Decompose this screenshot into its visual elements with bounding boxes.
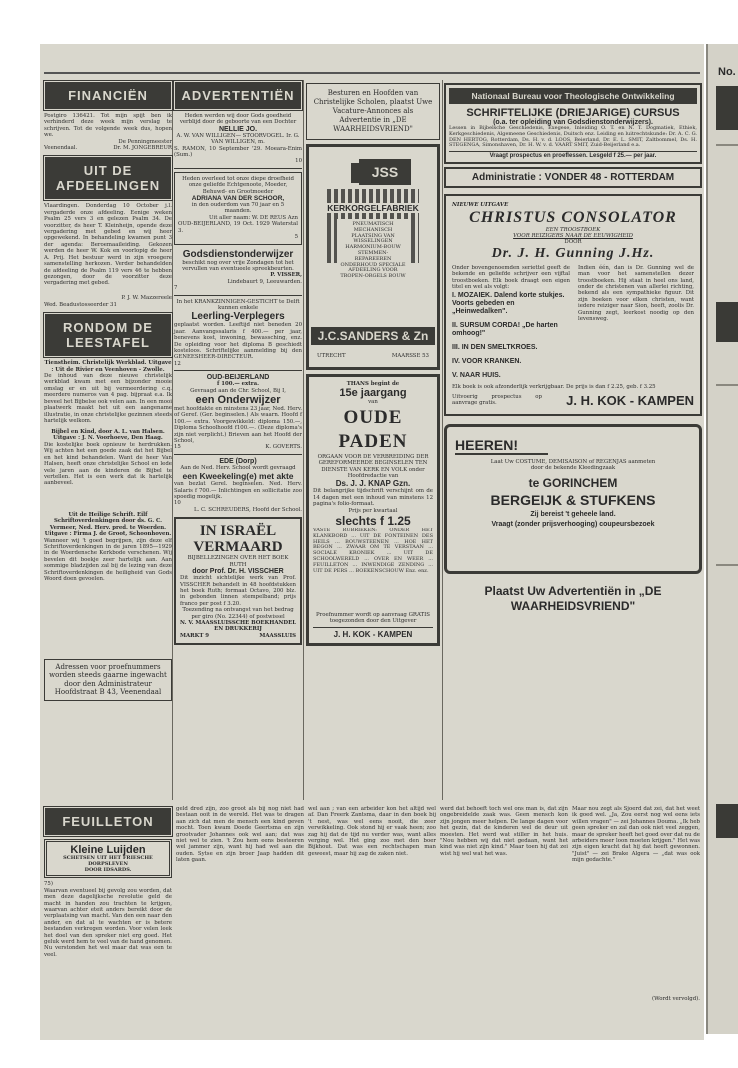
- feuilleton-heading: [44, 839, 172, 878]
- verplegers-text: geplaatst worden. Leeftijd niet beneden 20 jaar. Aanvangssalaris f 400.— per jaar, benevens kost, inwoning, bewassching, enz. De opleiding voor het diploma B geschiedt kosteloos. Schriftelijke aanmelding bij den GENEESHEER-DIRECTEUR.: [174, 322, 302, 361]
- bureau-text: Lessen in Bijbelsche Geschiedenis, Exegese, Inleiding O. T. en N. T. Dogmatiek, Ethiek, Kerkgeschiedenis, Algemeene Geschiedenis, Duitsch enz. Leiding en luitrechtskunde: Dr. A. C. G. DEN HERTOG, Rotterdam, Ds. H. v. d. LOOS, Beierland, Dr. E. L. SMIT, Zaltbommel, Ds. H. STEGENGA, Simonshaven, Dr. H. W. v. d. VAART SMIT, Zuid-Beijerland e.a.: [449, 125, 697, 149]
- birth-num: 10: [295, 158, 302, 165]
- ede-text1: Aan de Ned. Herv. School wordt gevraagd: [180, 464, 296, 471]
- consolator-intro: Onder bovengenoemden seriettel geeft de bekende en geliefde schrijver een vijftal troostboeken. Elk boek draagt een eigen titel en wel als volgt:: [452, 264, 570, 291]
- oude-paden-ad: [306, 374, 440, 646]
- divider: [174, 454, 302, 455]
- admin-address: Administratie : VONDER 48 - ROTTERDAM: [444, 167, 702, 188]
- column-4: [444, 80, 702, 614]
- israel-title1: IN ISRAËL: [199, 523, 277, 540]
- feuilleton-num: 75): [44, 881, 53, 888]
- rondom-text3: Wanneer wij 't goed begrijpen, zijn deze elf Schriftoverdenkingen in de jaren 1895—1929 in de Woerdensche Kerkbode verschenen. Wij bevelen dit boekje zeer hartelijk aan. Aan sommige bladzijden zal bij de lezing van deze Schriftoverdenkingen de heiligheid van Gods Woord doen gevoelen.: [44, 537, 172, 582]
- oude-paden-price: slechts f 1.25: [335, 514, 411, 529]
- afdeelingen-footer: Wed. Beadustosseerder 31: [44, 301, 117, 308]
- proefnummers-box: Adressen voor proefnummers worden steeds gaarne ingewacht door den Administrateur Hoofdstraat B 43, Veenendaal: [44, 659, 172, 701]
- afdeelingen-banner: UIT DE AFDEELINGEN: [45, 157, 171, 199]
- godsdienst-addr: Lindebaurt 9, Leeuwarden.: [227, 278, 302, 285]
- consolator-sub2: VOOR REIZIGERS NAAR DE EEUWIGHEID: [513, 233, 633, 239]
- heeren-text: Laat Uw COSTUME, DEMISAISON of REGENJAS aanmeten door de bekende Kleedingzaak: [490, 458, 656, 472]
- orgel-footer: [317, 353, 429, 359]
- column-3: [306, 80, 440, 646]
- verplegers-intro: In het KRANKZINNIGEN-GESTICHT te Delft kunnen enkele: [176, 298, 300, 311]
- onderwijzer-place: OUD-BEIJERLAND: [206, 374, 270, 382]
- adjacent-banner: [716, 804, 738, 838]
- feuilleton-continued: (Wordt vervolgd).: [652, 996, 700, 1002]
- column-2: [174, 80, 302, 648]
- verplegers-title: Leerling-Verplegers: [191, 311, 285, 323]
- feuilleton-text: Maar nou zegt als Sjoerd dat zei, dat het weet ik goed wel. „Ja, Zou eerst nog wel eens iets willen vragen" — zei Johannes Douma. „Ik heb geen spreker en zal dan ook niet veel zeggen, maar de spreker heeft het goed over dat nu de arbeiders meer loon moeten krijgen." Het was zijn eigen kracht dat hij dat heeft gewonnen. "Juist" — zei Brake Algera — „dat was ook mijn gedachte.": [572, 806, 700, 864]
- oude-paden-title: OUDE PADEN: [338, 406, 408, 452]
- feuilleton-col-4: werd dat behoeft toch wel ons man is, dat zijn ongebreidelde zaak was. Geen mensch kon zijn jongen meer helpen. De lange dagen voor het gezin, dat de kinderen wel de deur uit moesten. Het werd wat stiller in het huis. "Nou hebben wij dat niet gedaan, want het kind was niet zijn kind." Maar toen hij dat zei wist hij wel wat het was.: [440, 806, 568, 857]
- afdeelingen-text: Vlaardingen. Donderdag 10 October j.l. vergaderde onze afdeeling. Eenige weken Psalm 25 vers 3 en gelezen Psalm 34. De voorzitter, ds heer T. Kleinheijn, opende deze vergadering met gebed en wij heer opgewekend. In behandeling kwamen punt 3 der agenda: Beroemaaileiding. Gekozen werden de heer W. Kok en voorlopig de heer A. Prij. Het bestuur werd in zijn vroegere samenstelling herkozen. Verder behandelden de afdeeling de Psalm 119 vers 46 te hebben gezongen, door de voorzitter deze vergadering met gebed.: [44, 203, 172, 287]
- oude-paden-price-label: Prijs per kwartaal: [348, 507, 398, 514]
- orgel-addr: MAARSSE 53: [391, 352, 429, 359]
- godsdienst-title: Godsdienstonderwijzer: [182, 248, 294, 260]
- death-sign: Uit aller naam: W. DE REUS Azn: [209, 214, 298, 221]
- israel-by: door Prof. Dr. H. VISSCHER: [192, 568, 284, 576]
- israel-sub: BIJBELLEZINGEN OVER HET BOEK RUTH: [187, 555, 289, 568]
- onderwijzer-salary: f 100.— extra.: [217, 381, 259, 388]
- death-name: ADRIANA VAN DER SCHOOR,: [191, 195, 285, 203]
- consolator-item: V. NAAR HUIS.: [452, 372, 501, 380]
- onderwijzer-sign: K. GOVERTS.: [265, 444, 302, 451]
- consolator-body: [452, 265, 694, 381]
- adjacent-rule: [716, 384, 738, 386]
- consolator-order: Uitvoerig prospectus op aanvrage gratis.: [452, 393, 542, 407]
- birth-place: S. RAMON, 10 September '29. Moeara-Enim (Sum.): [174, 145, 302, 159]
- column-rule: [303, 80, 304, 800]
- feuilleton-title: Kleine Luijden: [70, 844, 146, 856]
- birth-parents: A. W. VAN WILLIGEN— STOORVOGEL. Ir. G. VAN WILLIGEN, m.: [176, 132, 300, 146]
- heeren-cta: Vraagt (zonder prijsverhooging) coupeursbezoek: [491, 520, 655, 528]
- bureau-fee: Vraagt prospectus en proeflessen. Lesgeld f 25.— per jaar.: [449, 151, 697, 159]
- feuilleton-text: Waarvan eventueel bij gevolg zou worden, dat men deze dagelijksche revolutie geld de macht in handen zou trachten te krijgen, waarvan achter eteit anders bereikt door de verplaatsing van macht. Van den een naar den ander, en dat al te wachten er is betere bestanden verkregen worden. Voor velen leek het doel van den spreker niet erg goed. Het geluk werd hem te veel van de hand genomen. Nu verstonden het wel maar dat was een te veel.: [44, 887, 172, 958]
- consolator-footer: [452, 393, 694, 408]
- consolator-item: II. SURSUM CORDA! „De harten omhoog!": [452, 322, 558, 338]
- divider: [174, 370, 302, 371]
- financien-signer: Dr. M. JONGEBREUR: [113, 145, 172, 152]
- rondom-banner: RONDOM DE LEESTAFEL: [45, 314, 171, 356]
- rondom-sub3: Uit de Heilige Schrift. Eilf Schriftoverdenkingen door ds. G. C. Vermeer, Ned. Herv. pred. te Woerden. Uitgave : Firma J. de Groot, Schoonhoven.: [44, 511, 172, 538]
- divider: [174, 168, 302, 169]
- consolator-author: Dr. J. H. Gunning J.Hz.: [491, 245, 655, 261]
- feuilleton-col-5: [572, 806, 700, 1002]
- onderwijzer-text1: Gevraagd aan de Chr. School, Bij I,: [190, 387, 286, 394]
- bureau-ad: [444, 83, 702, 164]
- ede-num: 10: [174, 500, 181, 507]
- oude-paden-intro: THANS begint de: [346, 381, 400, 387]
- consolator-left: [452, 265, 570, 381]
- israel-pub: N. V. MAASSLUISSCHE BOEKHANDEL EN DRUKKERIJ: [180, 619, 297, 633]
- verplegers-num: 12: [174, 360, 181, 367]
- feuilleton-by: DOOR IDSARDS.: [84, 866, 132, 873]
- bureau-sub: (o.a. ter opleiding van Godsdienstonderwijzers).: [493, 119, 653, 126]
- plaatst-ad: Plaatst Uw Advertentiën in „DE WAARHEIDSVRIEND": [484, 583, 662, 613]
- advertentien-banner: ADVERTENTIËN: [175, 82, 301, 109]
- rondom-text2: Die kostelijke boek opnieuw te herdrukken. Wij achten het een goede zaak dat het Bijbel en het kind behandelen. Want de heer Van Halsen, heeft onze christelijke School en lede vele jaren aan de kinderen de Bijbel te vertellen. Het is een werk dat ik hartelijk aanbeveel.: [44, 441, 172, 487]
- oude-paden-text2: Dit belangrijke tijdschrift verschijnt om de 14 dagen met een inhoud van minstens 12 pagina's folio-formaat.: [313, 488, 433, 508]
- onderwijzer-num: 15: [174, 444, 181, 451]
- godsdienst-text: beschikt nog over vrije Zondagen tot het vervullen van eventueele spreekbeurten.: [182, 259, 294, 272]
- heeren-tag: Zij bereist 't geheele land.: [530, 510, 616, 518]
- feuilleton-sub: SCHETSEN UIT HET FRIESCHE DORPSLEVEN: [63, 855, 153, 867]
- financien-banner: FINANCIËN: [45, 82, 171, 109]
- masthead-rule: [44, 72, 700, 76]
- oude-paden-list: VASTE RUBRIEKEN: ONDER HET KLANKBORD ... UIT DE FONTEINEN DES HEILS ... BOUWSTEENEN ... HOE HET BEGON ... ZWAAR OM TE VERSTAAN ... SOCIALE KRONIEK ... UIT DE SCHOOLWERELD ... OVER EN WEER ... FEUILLETON ... INWENDIGE ZENDING ... UIT DE PERS ... BOEKENSCHOUW Enz. enz.: [313, 528, 433, 574]
- death-text: Heden overleed tot onze diepe droefheid onze geliefde Echtgenoote, Moeder, Behuwd- en Grootmoeder: [182, 175, 294, 195]
- oude-paden-jaargang: 15e jaargang: [339, 387, 407, 400]
- financien-text: Postgiro 136421. Tot mijn spijt ben ik verhinderd deze week mijn verslag te schrijven. Tot de volgende week dus, hopen we.: [44, 113, 172, 139]
- feuilleton-banner: FEUILLETON: [45, 808, 171, 835]
- feuilleton-col-3: wel aan ; van een arbeider kon het altijd wel af. Dan Freerk Zantsma, daar in den boek bij 't nest, was wel eens nooit, die zeer verwikkeling. Ook stond hij er vaak heen; zoo zag hij dat de tijd nu verder was, want alles verging wel. Het ging zoo met den boer Bijkhout. Dat was een rechtschapen man geweest, maar hij zag de zaken niet.: [308, 806, 436, 857]
- birth-name: NELLIE JO.: [218, 125, 258, 133]
- consolator-price: Elk boek is ook afzonderlijk verkrijgbaar. De prijs is dan f 2.25, geb. f 3.25: [452, 384, 656, 391]
- heeren-firm: BERGEIJK & STUFKENS: [490, 491, 656, 508]
- onderwijzer-text2: met hoofdakte en minstens 23 jaar, Ned. Herv. of Geref. (Ger. beginselen.) Als waarn. Hoofd f 100.— extra. Voorgewikkeld: diploma 150.—, Diploma Schoolhoofd f100.—. (Deze diploma's zijn niet verplicht.) Brieven aan het Hoofd der School,: [174, 406, 302, 445]
- adjacent-rule: [716, 144, 738, 146]
- rondom-text1: De inhoud van deze nieuwe christelijk werkblad kwam met een bijzonder mooie omslag er en uit bij vermeerdering c.q. meerdere numeros van 4 pag. bijpraat e.a. Ik beveel het Bijbelse ook velen aan. In een mooi plaatwerk maakt het uit een aangename illustratie, in onze christelijke gezinnen steeds hartelijk welkom.: [44, 373, 172, 424]
- oude-paden-order: Proefnummer wordt op aanvraag GRATIS toegezonden door den Uitgever: [316, 612, 430, 625]
- feuilleton-col-1: [44, 806, 172, 984]
- column-rule: [442, 80, 443, 800]
- heeren-place: te GORINCHEM: [528, 475, 618, 490]
- financien-sign: De Penningmeester: [118, 138, 172, 145]
- newspaper-page: [40, 44, 704, 1040]
- divider: [174, 295, 302, 296]
- bureau-course: SCHRIFTELIJKE (DRIEJARIGE) CURSUS: [466, 107, 680, 119]
- bureau-title: Nationaal Bureau voor Theologische Ontwikkeling: [449, 88, 697, 104]
- consolator-item: III. IN DEN SMELTKROES.: [452, 344, 538, 352]
- israel-addr1: MARKT 9: [180, 632, 209, 639]
- death-text2: in den ouderdom van 70 jaar en 5 maanden.: [191, 202, 285, 215]
- ede-title: een Kweekeling(e) met akte: [182, 471, 294, 482]
- consolator-door: DOOR: [564, 239, 582, 246]
- adjacent-page-number: No.: [718, 66, 736, 78]
- rondom-sub1: Tienstheim. Christelijk Werkblad. Uitgave : Uit de Rivier en Veenhoven - Zwolle.: [44, 360, 172, 373]
- jss-emblem: JSS: [359, 159, 411, 185]
- feuilleton-col-2: geld dred zijn, zoo groot als bij nog niet had bestaan ooit in de wereld. Het was te dragen aan zich dat men de mensch een kind geven mocht. Toen kwam Doede Geertsma en zijn grootvader Johannes ook wel aan; dat was niet wel te zien. 't Zou hem eens besteeren wel jammer zijn, want hij had wel aan die ouden. Sytse en zijn broer Jaap hadden dit laten gaan.: [176, 806, 304, 864]
- consolator-kicker: NIEUWE UITGAVE: [452, 202, 509, 209]
- orgel-place: UTRECHT: [317, 352, 346, 359]
- israel-title2: VERMAARD: [193, 539, 283, 556]
- financien-footer: [44, 145, 172, 151]
- onderwijzer-title: een Onderwijzer: [195, 394, 281, 406]
- onderwijzer-footer: [174, 444, 302, 450]
- consolator-sub1: EEN TROOSTBOEK: [545, 226, 601, 233]
- consolator-item: I. MOZAIEK. Dalend korte stukjes. Voorts gebeden en „Heinwedalken".: [452, 292, 565, 316]
- consolator-right: Indien één, dan is Dr. Gunning wel de man voor het samenstellen dezer troostboeken. Hij staat in heel ons land, onder de christenen van allerlei richting, bekend als een sympathieke figuur. Dit zijn boeken voor elken christen, want iedere reiziger naar Sion, heeft, zoolis Dr. Gunning zegt, leerkost noodig op den levensweg.: [578, 264, 694, 323]
- israel-order: Toezending na ontvangst van het bedrag per giro (No. 22344) of postwissel: [182, 607, 294, 620]
- birth-text: Heden werden wij door Gods goedheid verblijd door de geboorte van een Dochter: [179, 113, 297, 126]
- ede-text2: van bezlat Gerel. beginselen. Ned. Herv. Salaris f 700.— Inlichtingen en sollicitatie zoo spoedig mogelijk.: [174, 481, 302, 501]
- column-1: [44, 80, 172, 704]
- oude-paden-text: ORGAAN VOOR DE VERBREIDING DER GEREFORMEERDE BEGINSELEN TEN DIENSTE VAN KERK EN VOLK onder Hoofdredactie van: [317, 453, 429, 480]
- death-place: OUD-BEIJERLAND, 19 Oct. 1929 Waterstal 3.: [178, 221, 298, 234]
- orgel-lines: PNEUMATISCH MECHANISCH PLAATSING VAN WISSELINGEN HARMONIUM-BOUW STEMMEN-REPAREEREN ONDERHOUD SPECIALE AFDEELING VOOR TROPEN-ORGELS BOUW: [337, 219, 409, 283]
- financien-place: Veenendaal.: [44, 145, 78, 152]
- orgel-brand: KERKORGELFABRIEK: [311, 203, 435, 213]
- israel-ad: [174, 517, 302, 645]
- israel-text: Dit inzicht sichtelijke werk van Prof. VISSCHER behandelt in 48 hoofdstukken het boek Ruth; formaat Octavo, 200 blz. in gebonden linnen stempelband; prijs franco per post f 3.20.: [180, 575, 296, 607]
- godsdienst-num: 7: [174, 285, 178, 292]
- orgel-ad: [306, 144, 440, 370]
- rondom-sub2: Bijbel en Kind, door A. L. van Halsen. Uitgave : J. N. Voorhoeve, Den Haag.: [51, 429, 165, 442]
- israel-address: [180, 633, 296, 639]
- orgel-firm: J.C.SANDERS & Zn: [311, 327, 435, 345]
- consolator-publisher: J. H. KOK - KAMPEN: [566, 392, 694, 408]
- heeren-ad: [444, 424, 702, 574]
- adjacent-banner: [716, 302, 738, 342]
- death-num: 5: [294, 234, 298, 241]
- israel-addr2: MAASSLUIS: [259, 632, 296, 639]
- oude-paden-publisher: J. H. KOK - KAMPEN: [313, 627, 433, 639]
- adjacent-banner: [716, 86, 738, 130]
- oude-paden-van: van: [368, 399, 378, 406]
- death-notice: [174, 172, 302, 245]
- afdeelingen-sign: P. J. W. Mazzereele: [121, 295, 172, 302]
- oude-paden-editor: Ds. J. J. KNAP Gzn.: [335, 479, 411, 489]
- consolator-ad: [444, 194, 702, 416]
- adjacent-rule: [716, 564, 738, 566]
- column-rule: [172, 80, 173, 800]
- consolator-item: IV. VOOR KRANKEN.: [452, 358, 522, 366]
- vacature-box: Besturen en Hoofden van Christelijke Scholen, plaatst Uwe Vacature-Annonces als Advertentie in „DE WAARHEIDSVRIEND": [306, 83, 440, 140]
- heeren-title: HEEREN!: [455, 437, 548, 455]
- consolator-title: CHRISTUS CONSOLATOR: [469, 208, 677, 226]
- ede-sign: L. C. SCHREUDERS, Hoofd der School.: [193, 506, 302, 513]
- adjacent-page-strip: [706, 44, 738, 1034]
- ede-place: EDE (Dorp): [219, 457, 257, 465]
- godsdienst-name: P. VISSER,: [270, 272, 302, 279]
